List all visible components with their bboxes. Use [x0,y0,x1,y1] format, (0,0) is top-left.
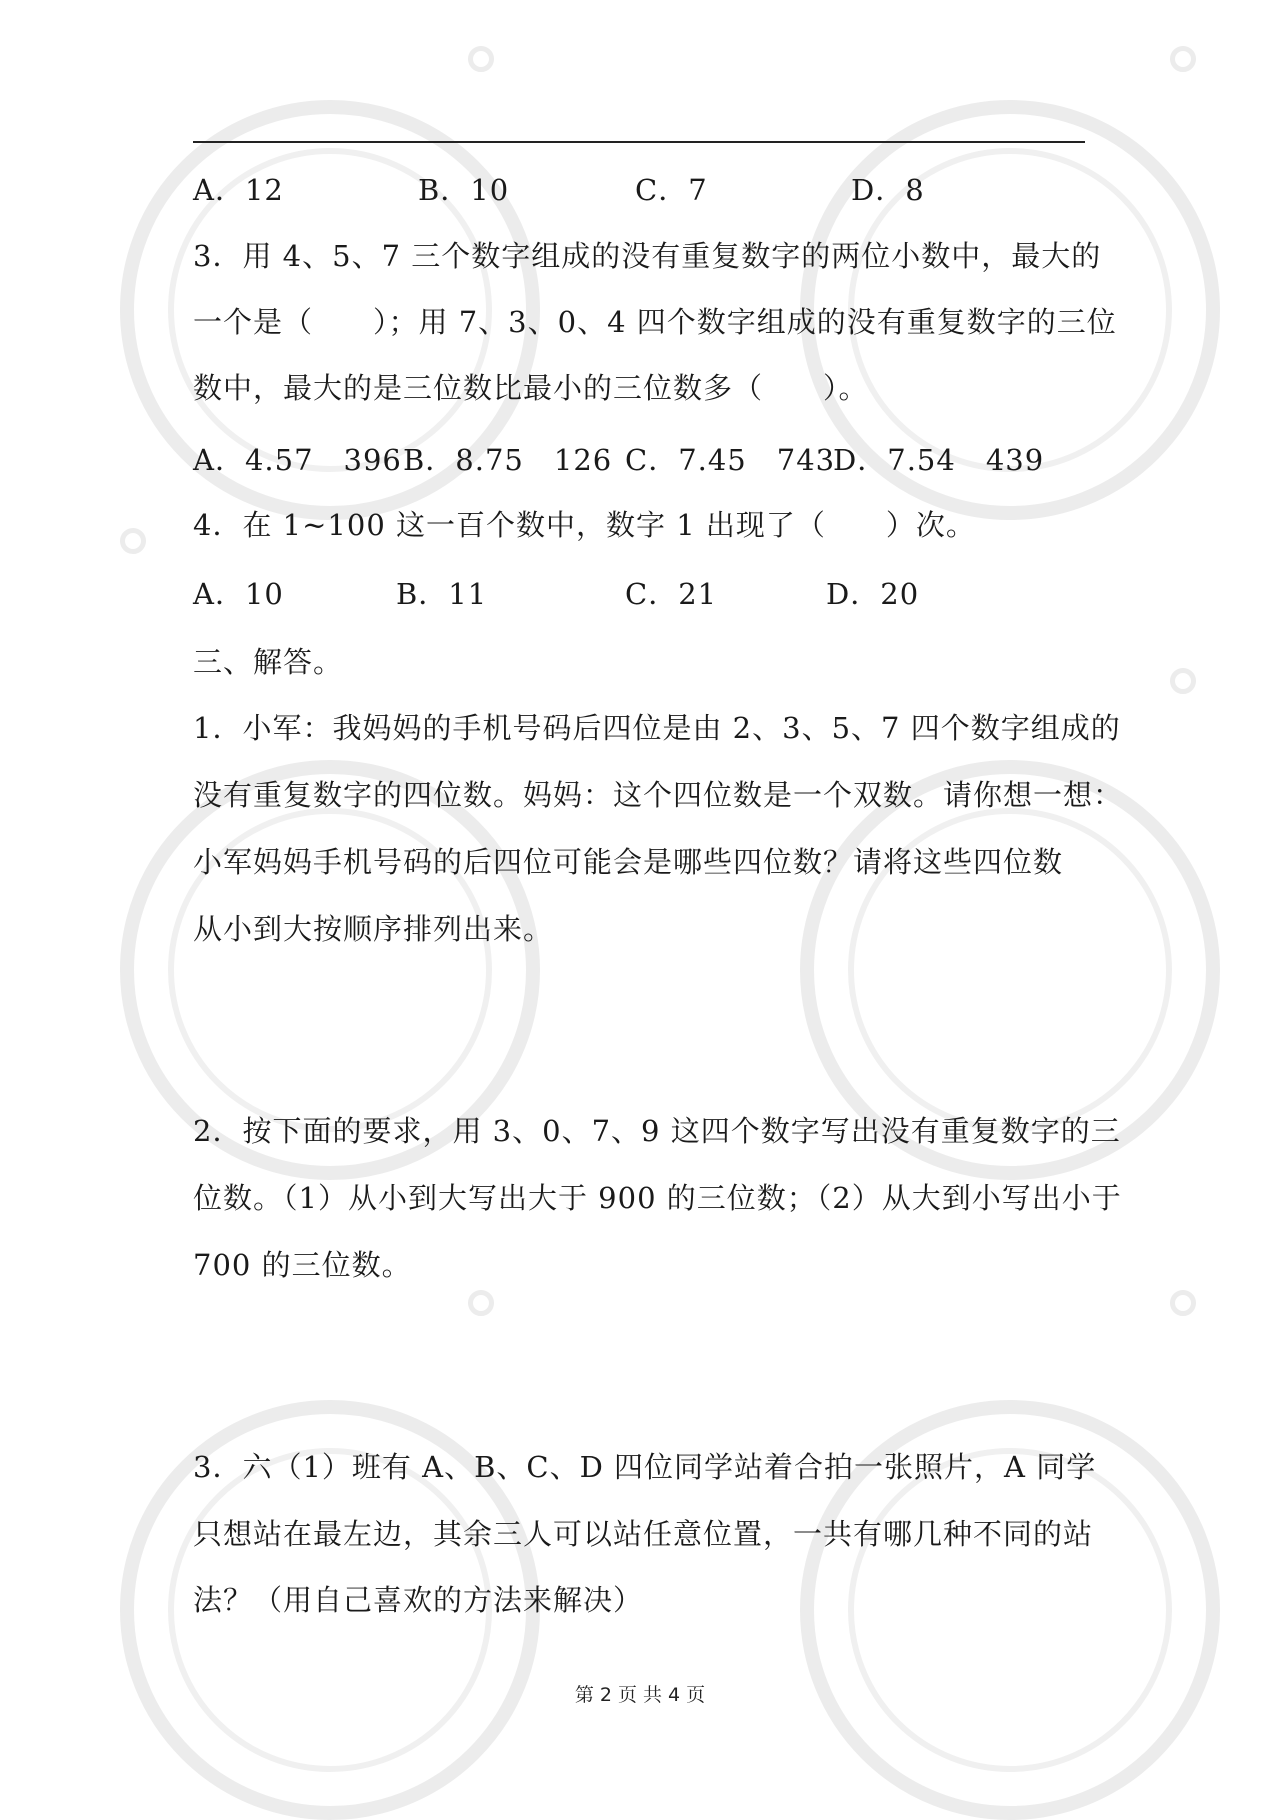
p3-line-1: 3．六（1）班有 A、B、C、D 四位同学站着合拍一张照片，A 同学 [193,1450,1097,1484]
watermark-dot [120,528,146,554]
p1-line-3: 小军妈妈手机号码的后四位可能会是哪些四位数？请将这些四位数 [193,845,1064,879]
watermark-dot [1170,46,1196,72]
p3-line-3: 法？（用自己喜欢的方法来解决） [193,1583,644,1617]
option-b: B．10 [418,173,510,207]
option-c: C．7 [635,173,708,207]
page-footer: 第 2 页 共 4 页 [574,1684,706,1706]
q3-line-1: 3．用 4、5、7 三个数字组成的没有重复数字的两位小数中，最大的 [193,239,1102,273]
option-c: C．21 [625,577,718,611]
option-b: B．8.75 126 [403,443,613,477]
watermark-dot [468,1290,494,1316]
option-d: D．8 [851,173,925,207]
p1-line-4: 从小到大按顺序排列出来。 [193,912,554,946]
p1-line-2: 没有重复数字的四位数。妈妈：这个四位数是一个双数。请你想一想： [193,778,1124,812]
watermark-dot [468,46,494,72]
q4-line-1: 4．在 1~100 这一百个数中，数字 1 出现了（ ）次。 [193,508,976,542]
option-c: C．7.45 743 [625,443,836,477]
option-a: A．4.57 396 [193,443,402,477]
option-d: D．7.54 439 [833,443,1045,477]
p2-line-2: 位数。（1）从小到大写出大于 900 的三位数；（2）从大到小写出小于 [193,1181,1122,1215]
q3-line-3: 数中，最大的是三位数比最小的三位数多（ ）。 [193,371,869,405]
p2-line-1: 2．按下面的要求，用 3、0、7、9 这四个数字写出没有重复数字的三 [193,1114,1121,1148]
top-divider [193,141,1085,143]
section-3-title: 三、解答。 [193,645,344,679]
option-a: A．12 [193,173,284,207]
option-d: D．20 [826,577,920,611]
p3-line-2: 只想站在最左边，其余三人可以站任意位置，一共有哪几种不同的站 [193,1517,1094,1551]
option-a: A．10 [193,577,284,611]
option-b: B．11 [396,577,488,611]
p1-line-1: 1．小军：我妈妈的手机号码后四位是由 2、3、5、7 四个数字组成的 [193,711,1121,745]
p2-line-3: 700 的三位数。 [193,1248,412,1282]
watermark-dot [1170,1290,1196,1316]
watermark-dot [1170,668,1196,694]
q3-line-2: 一个是（ ）；用 7、3、0、4 四个数字组成的没有重复数字的三位 [193,305,1117,339]
